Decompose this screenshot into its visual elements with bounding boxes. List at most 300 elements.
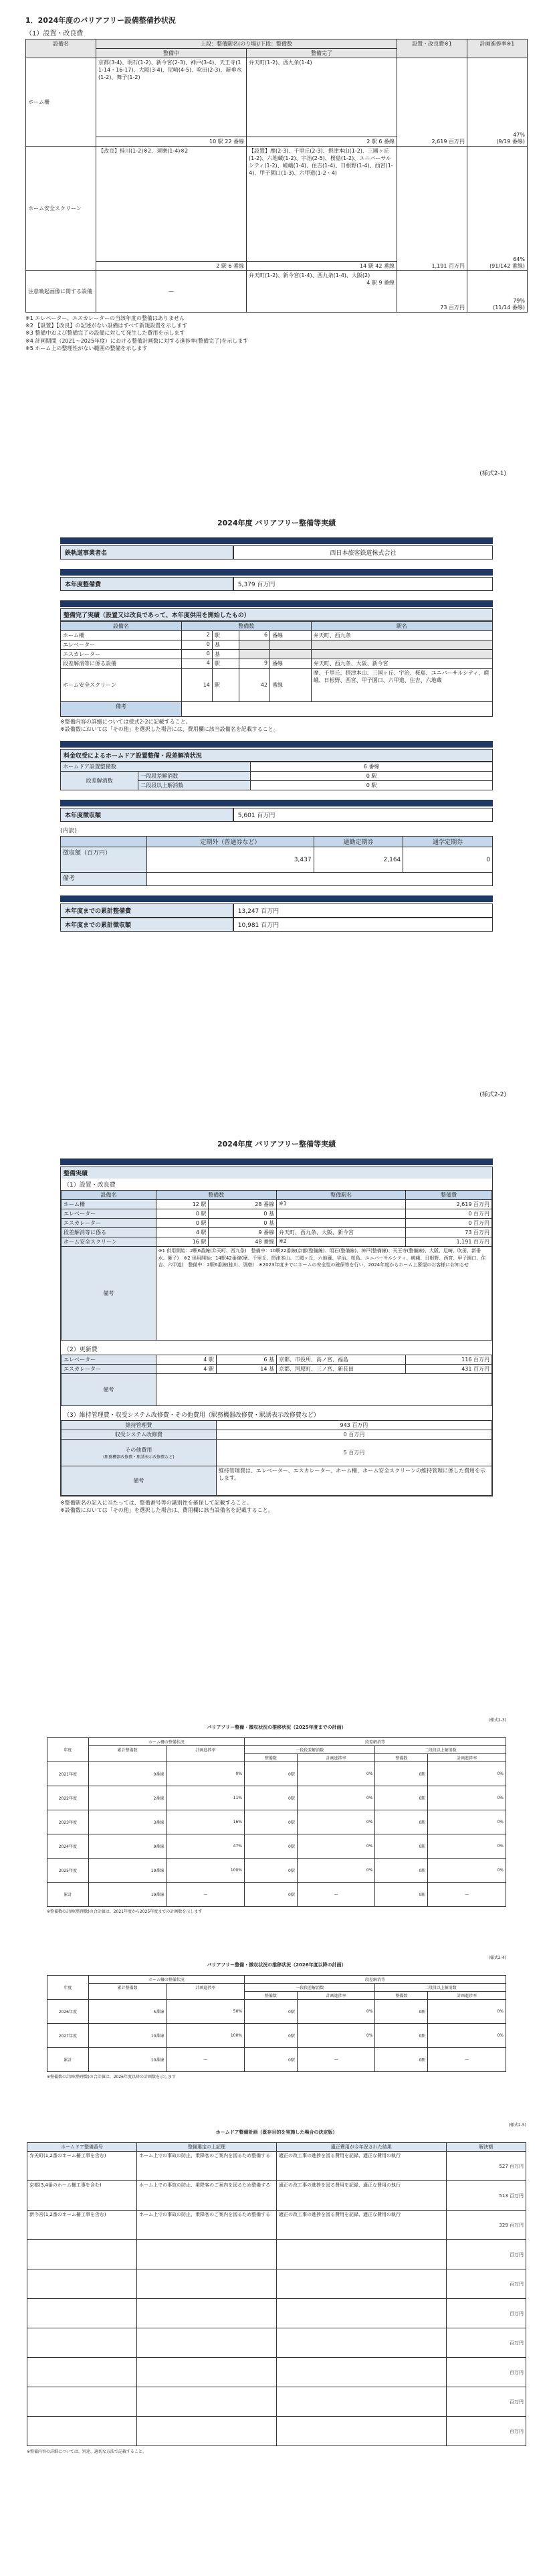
fee-group: 段差解消数 [61,772,138,790]
cell: ホーム上での事故の防止、乗降客のご案内を図るため整備する [137,2181,277,2211]
col: 整備費 [406,1191,492,1200]
breakdown-label: (内訳) [60,828,78,835]
row-a: 12 駅 [156,1200,209,1209]
row-name: エスカレーター [62,1219,156,1228]
homedoor-table [27,2142,526,2446]
col-num: 整備数 [245,1754,298,1762]
item-name: エスカレーター [61,650,182,659]
cell [27,2299,137,2328]
row-name: ホーム安全スクリーン [26,147,96,271]
cell-done-count: 4 駅 9 番線 [366,280,395,286]
row-name: エスカレーター [62,1365,156,1374]
cell-done: 【設置】摩(2-3)、千里丘(2-3)、摂津本山(1-2)、三國ヶ丘(1-2)、六地蔵(1-2)、宇治(2-5)、桜島(1-2)、ユニバーサルシティ(1-2)、嵯峨(1-4)、住吉(1-4)、日根野(1-4)、西宮(1-4)、甲子園口(1-3)、六甲道(1-2・4) [247,147,397,262]
cell: 11% [167,1786,245,1810]
col-one: 一段段差解消数 [245,1984,375,1992]
cell [27,2269,137,2299]
cell: 513 百万円 [446,2181,526,2211]
done-block [60,608,493,733]
cell: 0駅 [375,2000,428,2024]
cell [276,2417,446,2446]
cell: 百万円 [446,2328,526,2358]
fee-name: 一段段差解消数 [138,772,251,781]
cell [27,2240,137,2269]
row-name: エレベーター [62,1209,156,1219]
item-station: 弁天町、西九条 [311,631,492,640]
item-stu: 基 [212,650,239,659]
m-value: 0 百万円 [216,1430,491,1440]
col-rate: 計画進捗率 [167,1746,245,1762]
form-title: ホームドア整備計画（既存目的を実施した場合の決定版） [215,2130,338,2135]
item-name: 段差解消等に係る設備 [61,659,182,669]
remark-label: 備考 [62,1374,156,1406]
item-st: 0 [181,640,212,650]
m-label: 維持管理費 [62,1421,217,1430]
year: 2027年度 [47,2024,89,2048]
cum-label: 本年度までの累計整備費 [60,904,233,918]
item-station: 弁天町、西九条、大阪、新今宮 [311,659,492,669]
row-b: 6 基 [216,1355,276,1365]
form-title: 2024年度 バリアフリー整備等実績 [217,1140,336,1148]
col: ホームドア整備番号 [27,2143,137,2152]
col: 適正費用が今年況された結果 [276,2143,446,2152]
footnote: ※整備駅名の記入に当たっては、整備番号等の識別性を確保して記載すること。 [60,1500,252,1506]
cell-rate: 79% [513,298,525,304]
income-value: 5,601 百万円 [233,808,493,822]
cell: 弁天町(1,2番のホーム柵工事を含む) [27,2152,137,2181]
cell: 10番線 [88,2024,167,2048]
cell: 0駅 [245,1883,298,1907]
cell-rate-sub: (9/19 番線) [496,139,525,145]
cell: 0% [428,1810,506,1834]
done-table [60,621,493,717]
year: 2021年度 [47,1762,89,1786]
section-form-2-5 [0,2122,553,2563]
col-rate: 計画進捗率 [297,1992,375,2000]
cell: 百万円 [446,2387,526,2417]
footnote: ※4 計画期間（2021～2025年度）における整備計画数に対する進捗率(整備完了)を示します [25,337,249,344]
cell: 0番線 [88,1762,167,1786]
cell-rate: 64% [513,256,525,262]
cell: 9番線 [88,1834,167,1859]
item-stu: 駅 [212,669,239,702]
income-label: 本年度徴収額 [60,808,233,822]
form-title: 2024年度 バリアフリー整備等実績 [217,519,336,527]
bd-col: 定期外（普通券など） [147,837,314,847]
bd-val: 3,437 [147,847,314,873]
cell: 0% [428,1834,506,1859]
item-stu: 駅 [212,631,239,640]
footnote: ※整備数の計画(整理数)の合計値は、2021年度から2025年度までの計画数を示します [47,1909,203,1914]
cell [137,2299,277,2328]
cell: 百万円 [446,2269,526,2299]
year: 2025年度 [47,1859,89,1883]
row-a: 0 駅 [156,1209,209,1219]
col-done: 整備完了 [247,49,397,58]
col-cum: 累計整備数 [88,1746,167,1762]
cell: 0% [428,1786,506,1810]
cell [137,2358,277,2387]
cell: 0駅 [245,2000,298,2024]
row-cost: 0 百万円 [406,1209,492,1219]
row-cost: 2,619 百万円 [406,1200,492,1209]
cell: 0% [297,1859,375,1883]
row-st: 弁天町、西九条、大阪、新今宮 [276,1228,405,1237]
cell: 0駅 [375,1834,428,1859]
row-st [276,1209,405,1219]
row-cost: 73 百万円 [406,1228,492,1237]
cell: 0駅 [245,1786,298,1810]
footnote: ※設備数においては「その他」を選択した場合には、費用欄に該当設備名を記載すること。 [60,726,279,733]
cell: 0% [297,1762,375,1786]
footnote: ※1 エレベーター、エスカレーターの当該年度の整備はありません [25,315,185,321]
footnote: ※整備数の計画(整理数)の合計値は、2026年度以降の計画数を示します [47,2075,176,2079]
item-lnu: 番線 [270,669,312,702]
col-rate: 計画進捗率 [297,1754,375,1762]
cell: 0駅 [245,1810,298,1834]
cell: 0% [297,1834,375,1859]
bd-col: 通学定期券 [403,837,493,847]
install-table [61,1190,492,1341]
cell: — [297,1883,375,1907]
row-name: ホーム柵 [62,1200,156,1209]
row-name: 注意喚起画像に関する設備 [26,271,96,313]
cell-ing: 京都(3-4)、明石(1-2)、新今宮(2-3)、神戸(3-4)、天王寺(11-14・16-17)、大阪(3-4)、尼崎(4-5)、吹田(2-3)、新垂水(1-2)、舞子(1-2) [96,58,247,137]
update-table [61,1355,492,1406]
col-two: 二段段以上解消数 [375,1746,506,1754]
form-tag: (様式2-4) [488,1956,506,1960]
row-name: エレベーター [62,1355,156,1365]
cell: 0駅 [245,1762,298,1786]
col-cost: 設置・改良費※1 [397,39,467,58]
row-st: 京都、河原町、三ノ宮、新長田 [276,1365,405,1374]
cell [276,2240,446,2269]
m-label: その他費用 [125,1446,152,1453]
cell: 0駅 [375,2048,428,2072]
cell-ing-count: 2 駅 6 番線 [96,262,247,271]
item-name: ホーム安全スクリーン [61,669,182,702]
sub-heading: （1）設置・改良費 [25,30,84,37]
bd-row-label: 徴収額（百万円） [61,847,147,873]
item-st: 0 [181,650,212,659]
cumulative-block [60,904,493,932]
cell: 0駅 [375,1859,428,1883]
row-cost: 431 百万円 [406,1365,492,1374]
cell-rate-sub: (91/142 番線) [489,263,525,269]
budget-label: 本年度整備費 [60,577,233,591]
cell-rate: 47% [513,132,525,138]
cell: 0% [297,1810,375,1834]
cell: 0% [297,2000,375,2024]
item-station: 摩、千里丘、摂津本山、三国ヶ丘、宇治、桜島、ユニバーサルシティ、嵯峨、日根野、西宮、甲子園口、六甲道、住吉、六地蔵 [311,669,492,702]
cell: 0% [428,2000,506,2024]
cell: 0% [428,1859,506,1883]
item-ln: 6 [239,631,270,640]
col-home: ホーム柵の整備状況 [88,1976,244,1984]
col-ing: 整備中 [96,49,247,58]
year: 累計 [47,2048,89,2072]
m-label: 備考 [62,1466,217,1496]
cell: 0駅 [375,2024,428,2048]
cell-rate-sub: (11/14 番線) [493,305,525,311]
row-st: ※1 [276,1200,405,1209]
cell: 新今宮(1,2番のホーム柵工事を含む) [27,2211,137,2240]
cell: 0駅 [375,1762,428,1786]
cell [137,2328,277,2358]
cell: 47% [167,1834,245,1859]
cell: — [167,1883,245,1907]
remark-label: 備考 [61,873,147,886]
breakdown-table [60,836,493,886]
row-b: 28 番線 [209,1200,277,1209]
col-rate: 計画進捗率 [428,1992,506,2000]
year: 2026年度 [47,2000,89,2024]
col-num: 整備数 [375,1754,428,1762]
row-b: 0 基 [209,1209,277,1219]
cell-done: 弁天町(1-2)、西九条(1-4) [247,58,397,137]
cell-ing: — [96,271,247,313]
bd-col: 通勤定期券 [314,837,403,847]
col-count: 整備数 [181,622,311,631]
row-cost: 116 百万円 [406,1355,492,1365]
row-b: 0 基 [209,1219,277,1228]
cell: 0駅 [245,1834,298,1859]
row-b: 48 番線 [209,1237,277,1247]
col-rate: 計画進捗率 [428,1754,506,1762]
row-name: 段差解消等に係る [62,1228,156,1237]
budget-value: 5,379 百万円 [233,577,493,591]
col-station: 駅名 [311,622,492,631]
cell: 0駅 [375,1810,428,1834]
cell: 10番線 [88,2048,167,2072]
cell: 適正の改工事の進捗を図る費用を記録、適正な費用の執行 [276,2181,446,2211]
sub-heading: （2）更新費 [64,1347,98,1353]
col-year: 年度 [47,1976,89,2000]
cell [276,2387,446,2417]
row-b: 14 基 [216,1365,276,1374]
income-block [60,808,493,886]
item-stu: 駅 [212,659,239,669]
cell [27,2387,137,2417]
col-cum: 累計整備数 [88,1984,167,2000]
year: 2024年度 [47,1834,89,1859]
footnotes [25,315,528,352]
form-tag: (様式2-1) [479,470,506,477]
cell-cost: 73 百万円 [397,271,467,313]
cell [137,2417,277,2446]
cell: ホーム上での事故の防止、乗降客のご案内を図るため整備する [137,2152,277,2181]
item-name: エレベーター [61,640,182,650]
form-title: バリアフリー整備・徴収状況の推移状況（2025年度までの計画） [207,1725,346,1730]
cell-done-count: 14 駅 42 番線 [247,262,397,271]
item-st: 4 [181,659,212,669]
item-lnu: 番線 [270,659,312,669]
cell-cost: 2,619 百万円 [397,58,467,147]
col: 設備名 [62,1191,156,1200]
section-heading: 1．2024年度のバリアフリー設備整備抄状況 [25,16,176,25]
fee-name: ホームドア設置整備数 [61,762,251,772]
cell: 2番線 [88,1786,167,1810]
col-rate: 計画進捗率 [167,1984,245,2000]
cell-cost: 1,191 百万円 [397,147,467,271]
cum-label: 本年度までの累計徴収額 [60,918,233,932]
cell: ホーム上での事故の防止、乗降客のご案内を図るため整備する [137,2211,277,2240]
cell: 0駅 [375,1883,428,1907]
item-st: 2 [181,631,212,640]
cell: 16% [167,1810,245,1834]
cell: 0駅 [245,2048,298,2072]
cell [27,2358,137,2387]
col-top: 上段：整備駅名(のり場)/下段：整備数 [96,39,397,49]
col-rate: 計画進捗率※1 [467,39,528,58]
cell: 百万円 [446,2299,526,2328]
cell [27,2417,137,2446]
row-st [276,1219,405,1228]
row-a: 4 駅 [156,1365,216,1374]
cell: 適正の改工事の進捗を図る費用を記録、適正な費用の執行 [276,2211,446,2240]
section-form-2-4 [0,1954,553,2115]
operator-row [60,545,493,560]
year: 2023年度 [47,1810,89,1834]
cum-value: 10,981 百万円 [233,918,493,932]
col: 整備駅名 [276,1191,405,1200]
col: 解決額 [446,2143,526,2152]
cell [137,2240,277,2269]
cell: 0% [167,1762,245,1786]
sub-heading: （1）設置・改良費 [64,1182,116,1189]
cell: 0% [297,1786,375,1810]
cell: 百万円 [446,2417,526,2446]
cell: 0% [297,2024,375,2048]
cell: 0% [428,1762,506,1786]
year: 累計 [47,1883,89,1907]
sub-heading: （3）維持管理費・収受システム改修費・その他費用（駅務機器改修費・駅誘表示改修費など） [64,1412,320,1419]
bd-val: 2,164 [314,847,403,873]
maintenance-table [61,1420,492,1496]
form-tag: (様式2-2) [479,1092,506,1098]
plan-table [47,1975,506,2072]
row-a: 0 駅 [156,1219,209,1228]
fee-table [60,762,493,790]
cell: 適正の改工事の進捗を図る費用を記録、適正な費用の執行 [276,2152,446,2181]
remark-label: 備考 [62,1247,156,1341]
col-step: 段差解消等 [245,1738,506,1746]
row-cost: 0 百万円 [406,1219,492,1228]
fee-name: 二段段以上解消数 [138,781,251,790]
col-two: 二段段以上解消数 [375,1984,506,1992]
item-lnu: 番線 [270,631,312,640]
fee-block [60,749,493,790]
operator-label: 鉄軌道事業者名 [60,545,233,560]
cum-value: 13,247 百万円 [233,904,493,918]
m-value: 943 百万円 [216,1421,491,1430]
cell: 0駅 [245,2024,298,2048]
footnote: ※3 整備中および整備完了の設備に対して発生した費用を示します [25,330,185,337]
cell: 0% [428,2024,506,2048]
bd-val: 0 [403,847,493,873]
operator-name: 西日本旅客鉄道株式会社 [233,545,493,560]
fee-val: 6 番線 [251,762,493,772]
fee-header: 料金収受によるホームドア設置整備・段差解消状況 [60,749,493,762]
col-year: 年度 [47,1738,89,1762]
cell: 3番線 [88,1810,167,1834]
cell: 329 百万円 [446,2211,526,2240]
footnote: ※整備内容の詳細については、別途、適切な方法で記載すること。 [27,2450,146,2454]
cell [137,2269,277,2299]
remark-label: 備考 [61,702,182,717]
col-one: 一段段差解消数 [245,1746,375,1754]
cell: 百万円 [446,2358,526,2387]
row-st: 京都、市役所、高ノ宮、福島 [276,1355,405,1365]
item-name: ホーム柵 [61,631,182,640]
row-a: 4 駅 [156,1228,209,1237]
cell: 京都(3,4番のホーム柵工事を含む) [27,2181,137,2211]
cell: — [167,2048,245,2072]
form-title: バリアフリー整備・徴収状況の推移状況（2026年度以降の計画） [207,1962,346,1968]
item-stu: 基 [212,640,239,650]
cell: 百万円 [446,2240,526,2269]
footnote: ※整備内容の詳細については様式2-2に記載すること。 [60,719,191,725]
cell [276,2269,446,2299]
col-equip: 設備名 [26,39,96,58]
row-st: ※2 [276,1237,405,1247]
remark-text: ※1 供用開始：2駅6番線(弁天町、西九条) 整備中：10駅22番線(京都(整備線)、明石(整備線)、神戸(整備線)、天王寺(整備線)、大阪、尼崎、吹田、新垂水、舞子) ※2 供用開始：14駅42番線(摩、千里丘、摂津本山、三國ヶ丘、六地蔵、宇治、桜島、ユニバーサルシティ、嵯峨、日根野、西宮、甲子園口、住吉、六甲道) 整備中：2駅6番線(桂川、須磨) ※2023年度までにホームの安全性の確保等を行い、2024年度からホーム上要望のお客様にお知らせ [156,1247,491,1341]
form-tag: (様式2-5) [508,2123,526,2128]
col-num: 整備数 [245,1992,298,2000]
cell: 19番線 [88,1883,167,1907]
done-header: 整備完了実績（設置又は改良であって、本年度供用を開始したもの） [60,608,493,621]
col-step: 段差解消等 [245,1976,506,1984]
cell-ing: 【改良】桂川(1-2)※2、須磨(1-4)※2 [96,147,247,262]
year: 2022年度 [47,1786,89,1810]
footnote: ※2 【設置】【改良】の記述がない設備はすべて新規設置を示します [25,323,188,329]
item-ln: 9 [239,659,270,669]
item-st: 14 [181,669,212,702]
row-a: 4 駅 [156,1355,216,1365]
cell: — [297,2048,375,2072]
results-block [60,1167,493,1496]
m-value: 5 百万円 [216,1440,491,1466]
item-ln: 42 [239,669,270,702]
section-form-2-2 [0,1090,553,1705]
row-name: ホーム柵 [26,58,96,147]
cell [27,2328,137,2358]
cell [276,2328,446,2358]
cell-done: 弁天町(1-2)、新今宮(1-4)、西九条(1-4)、大阪(2) [249,272,370,278]
cell [276,2358,446,2387]
m-label: 収受システム改修費 [62,1430,217,1440]
section-progress-summary [0,15,553,390]
cell: 5番線 [88,2000,167,2024]
row-name: ホーム安全スクリーン [62,1237,156,1247]
cell [137,2387,277,2417]
col-equip: 設備名 [61,622,182,631]
cell: 0駅 [245,1859,298,1883]
m-value: 維持管理費は、エレベーター、エスカレーター、ホーム柵、ホーム安全スクリーンの維持管理に係した費用を示します。 [216,1466,491,1496]
section-form-2-1 [0,468,553,1111]
cell: 527 百万円 [446,2152,526,2181]
fee-val: 0 駅 [251,772,493,781]
progress-table [25,39,528,313]
col-num: 整備数 [375,1992,428,2000]
cell: 0駅 [375,1786,428,1810]
cell: 100% [167,1859,245,1883]
footnote: ※設備数においては「その他」を選択した場合は、費用欄に該当設備名を記載すること。 [60,1507,273,1514]
fee-val: 0 駅 [251,781,493,790]
results-header: 整備実績 [61,1167,492,1179]
row-a: 16 駅 [156,1237,209,1247]
cell: 19番線 [88,1859,167,1883]
cell: — [428,2048,506,2072]
